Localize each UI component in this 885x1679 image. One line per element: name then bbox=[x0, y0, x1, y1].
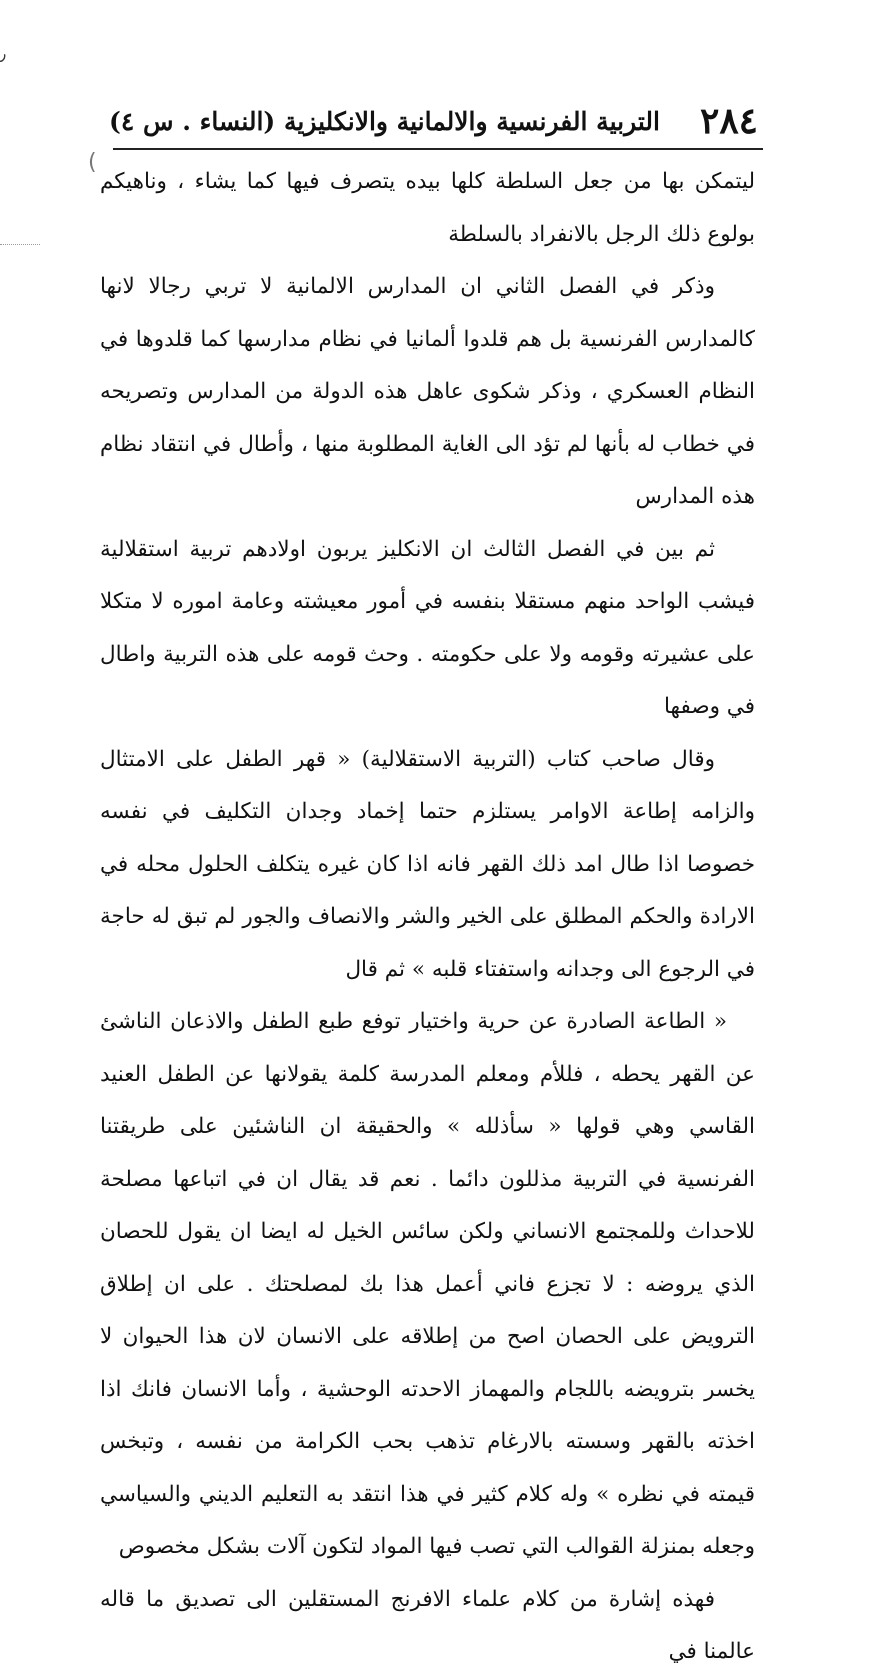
paragraph-block-quote: « الطاعة الصادرة عن حرية واختيار توفع طبع الطفل والاذعان الناشئ عن القهر يحطه ، فللأم ومعلم المدرسة كلمة يقولانها عن الطفل العنيد القاسي وهي قولها « سأذلله » والحقيقة ان الناشئين على طريقتنا الفرنسية في التربية مذللون دائما . نعم قد يقال ان في اتباعها مصلحة للاحداث وللمجتمع الانساني ولكن سائس الخيل له ايضا ان يقول للحصان الذي يروضه : لا تجزع فاني أعمل هذا بك لمصلحتك . على ان إطلاق الترويض على الحصان اصح من إطلاقه على الانسان لان هذا الحيوان لا يخسر بترويضه باللجام والمهماز الاحدته الوحشية ، وأما الانسان فانك اذا اخذته بالقهر وسسته بالارغام تذهب بحب الكرامة من نفسه ، وتبخس قيمته في نظره » وله كلام كثير في هذا انتقد به التعليم الديني والسياسي وجعله بمنزلة القوالب التي تصب فيها المواد لتكون آلات بشكل مخصوص bbox=[100, 1009, 755, 1559]
paragraph-third-chapter: ثم بين في الفصل الثالث ان الانكليز يربون اولادهم تربية استقلالية فيشب الواحد منهم مستقلا بنفسه في أمور معيشته وعامة اموره لا متكلا على عشيرته وقومه ولا على حكومته . وحث قومه على هذه التربية واطال في وصفها bbox=[100, 536, 755, 719]
page-body bbox=[100, 156, 755, 1679]
paragraph-book-quote-intro: وقال صاحب كتاب (التربية الاستقلالية) « قهر الطفل على الامتثال والزامه إطاعة الاوامر يستلزم حتما إخماد وجدان التكليف في نفسه خصوصا اذا طال امد ذلك القهر فانه اذا كان غيره يتكلف الحلول محله في الارادة والحكم المطلق على الخير والشر والانصاف والجور لم تبق له حاجة في الرجوع الى وجدانه واستفتاء قلبه » ثم قال bbox=[100, 746, 755, 982]
margin-ink-mark: ٫ bbox=[0, 44, 6, 65]
paragraph-second-chapter: وذكر في الفصل الثاني ان المدارس الالمانية لا تربي رجالا لانها كالمدارس الفرنسية بل هم قلدوا ألمانيا في نظام مدارسها كما قلدوها في النظام العسكري ، وذكر شكوى عاهل هذه الدولة من المدارس وتصريحه في خطاب له بأنها لم تؤد الى الغاية المطلوبة منها ، وأطال في انتقاد نظام هذه المدارس bbox=[100, 274, 755, 509]
page-number: ٢٨٤ bbox=[699, 100, 758, 142]
margin-bracket-mark: ( bbox=[88, 150, 97, 175]
margin-scan-dots bbox=[0, 244, 40, 275]
paragraph-conclusion: فهذه إشارة من كلام علماء الافرنج المستقلين الى تصديق ما قاله عالمنا في bbox=[100, 1586, 755, 1664]
page-header bbox=[109, 96, 758, 146]
running-title: التربية الفرنسية والالمانية والانكليزية (النساء . س ٤) bbox=[109, 106, 660, 136]
paragraph-continuation: ليتمكن بها من جعل السلطة كلها بيده يتصرف فيها كما يشاء ، وناهيكم بولوع ذلك الرجل بالانفراد بالسلطة bbox=[100, 169, 755, 247]
header-divider bbox=[113, 148, 763, 150]
